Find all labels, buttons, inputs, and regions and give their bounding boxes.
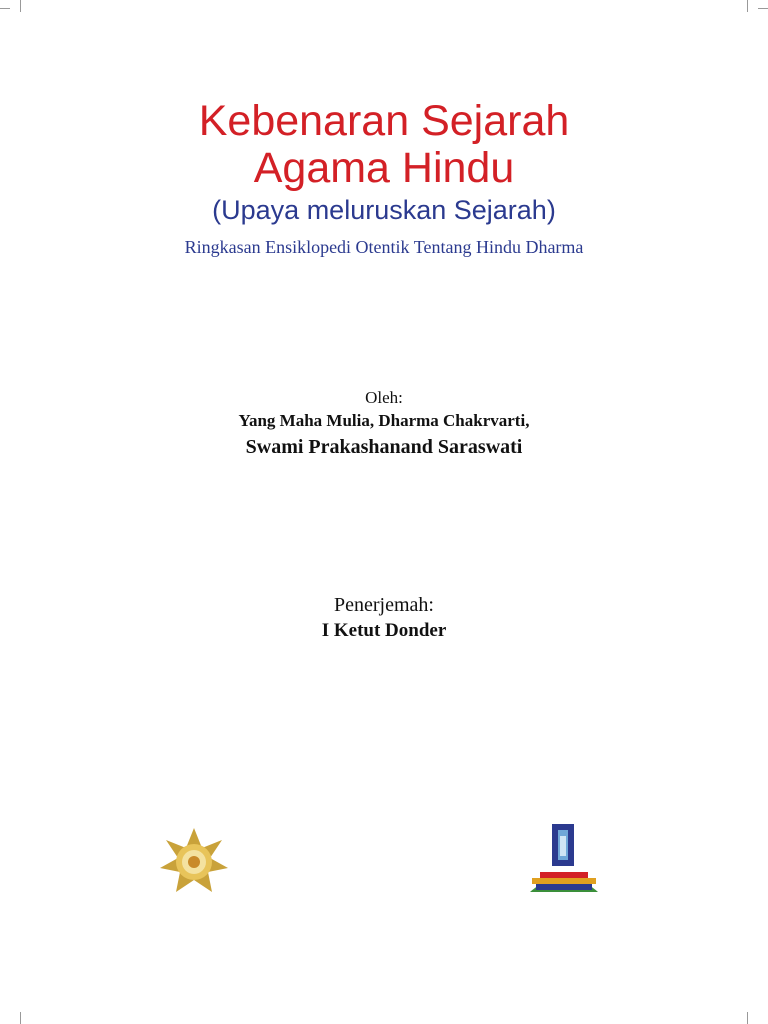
author-honorific: Yang Maha Mulia, Dharma Chakrvarti, [238, 411, 530, 430]
crop-mark-top-right [747, 0, 760, 12]
author-label: Oleh: [365, 388, 403, 407]
sun-emblem-icon [152, 826, 236, 898]
book-title-line-1: Kebenaran Sejarah [198, 97, 570, 145]
crop-mark-top-left [8, 0, 21, 12]
crop-mark-top-right-h [758, 8, 768, 9]
crop-mark-bottom-left [8, 1012, 21, 1024]
translator-label: Penerjemah: [334, 594, 434, 616]
crop-mark-top-left-h [0, 8, 10, 9]
translator-name: I Ketut Donder [321, 620, 447, 641]
crop-mark-bottom-right [747, 1012, 760, 1024]
author-name: Swami Prakashanand Saraswati [245, 436, 523, 458]
temple-logo-icon [522, 822, 606, 898]
book-subtitle: (Upaya meluruskan Sejarah) [212, 195, 556, 225]
book-title-line-2: Agama Hindu [253, 144, 515, 192]
book-tagline: Ringkasan Ensiklopedi Otentik Tentang Hindu Dharma [184, 237, 584, 257]
